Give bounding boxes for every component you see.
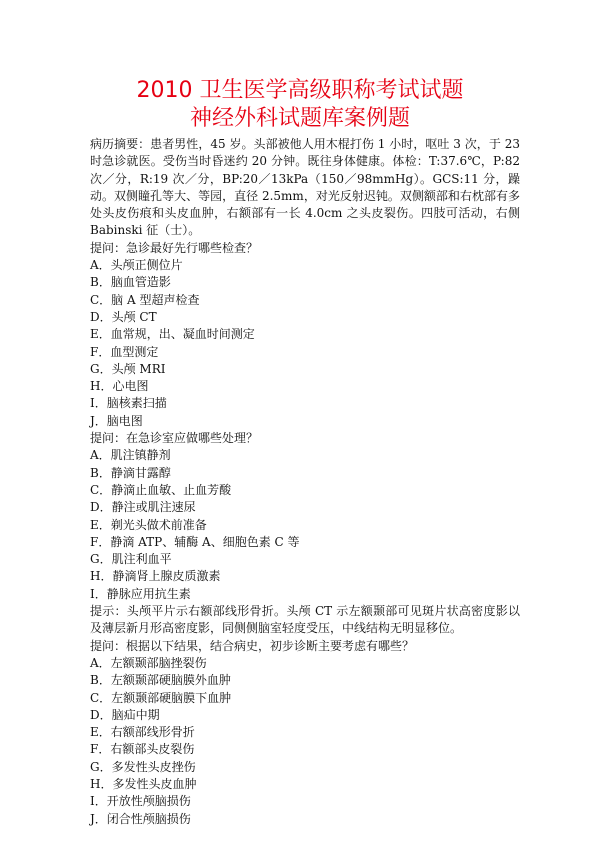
option-item: I．脑核素扫描 — [90, 396, 167, 411]
option-item: E．剃光头做术前准备 — [90, 517, 207, 532]
hint-paragraph: 提示：头颅平片示右额部线形骨折。头颅 CT 示左额颞部可见斑片状高密度影以及薄层新月形高密度影，同侧侧脑室轻度受压，中线结构无明显移位。 — [90, 604, 520, 636]
option-item: B．左额颞部硬脑膜外血肿 — [90, 673, 231, 688]
document-subtitle: 神经外科试题库案例题 — [189, 106, 410, 131]
option-item: D．头颅 CT — [90, 309, 157, 324]
option-item: G．多发性头皮挫伤 — [90, 759, 196, 774]
option-item: F．右额部头皮裂伤 — [90, 742, 195, 757]
option-item: G．肌注利血平 — [90, 552, 172, 567]
option-item: I．静脉应用抗生素 — [90, 586, 191, 601]
option-item: C．脑 A 型超声检查 — [90, 292, 200, 307]
option-item: A．头颅正侧位片 — [90, 258, 183, 273]
option-item: I．开放性颅脑损伤 — [90, 794, 191, 809]
case-summary: 病历摘要：患者男性，45 岁。头部被他人用木棍打伤 1 小时，呕吐 3 次，于 23 时急诊就医。受伤当时昏迷约 20 分钟。既往身体健康。体检：T:37.6℃，P:82 次／分，R:19 次／分，BP:20／13kPa（150／98mmHg）。GCS:11 分，躁动。双侧瞳孔等大、等园，直径 2.5mm，对光反射迟钝。双侧额部和右枕部有多处头皮伤痕和头皮血肿，右额部有一长 4.0cm 之头皮裂伤。四肢可活动，右侧 Babinski 征（士）。 — [90, 137, 520, 238]
document-title: 2010 卫生医学高级职称考试试题 — [136, 78, 464, 103]
option-item: H．多发性头皮血肿 — [90, 776, 197, 791]
option-item: E．血常规，出、凝血时间测定 — [90, 327, 255, 342]
question-3-prompt: 提问：根据以下结果，结合病史，初步诊断主要考虑有哪些？ — [90, 638, 415, 653]
option-item: A．左额颞部脑挫裂伤 — [90, 655, 207, 670]
option-item: H．心电图 — [90, 379, 149, 394]
option-item: F．静滴 ATP、辅酶 A、细胞色素 C 等 — [90, 534, 300, 549]
option-item: C．静滴止血敏、止血芳酸 — [90, 482, 232, 497]
question-1-prompt: 提问：急诊最好先行哪些检查？ — [90, 240, 259, 255]
option-item: E．右额部线形骨折 — [90, 725, 195, 740]
option-item: C．左额颞部硬脑膜下血肿 — [90, 690, 232, 705]
option-item: D．静注或肌注速尿 — [90, 500, 196, 515]
question-2-prompt: 提问：在急诊室应做哪些处理？ — [90, 431, 259, 446]
option-item: F．血型测定 — [90, 344, 159, 359]
question-3-options — [90, 655, 520, 828]
document-body — [90, 136, 520, 828]
option-item: B．静滴甘露醇 — [90, 465, 171, 480]
option-item: H．静滴肾上腺皮质激素 — [90, 569, 221, 584]
option-item: A．肌注镇静剂 — [90, 448, 171, 463]
question-2-options — [90, 447, 520, 603]
option-item: B．脑血管造影 — [90, 275, 171, 290]
option-item: D．脑疝中期 — [90, 707, 160, 722]
option-item: G．头颅 MRI — [90, 361, 166, 376]
option-item: J．闭合性颅脑损伤 — [90, 811, 191, 826]
question-1-options — [90, 257, 520, 430]
option-item: J．脑电图 — [90, 413, 143, 428]
